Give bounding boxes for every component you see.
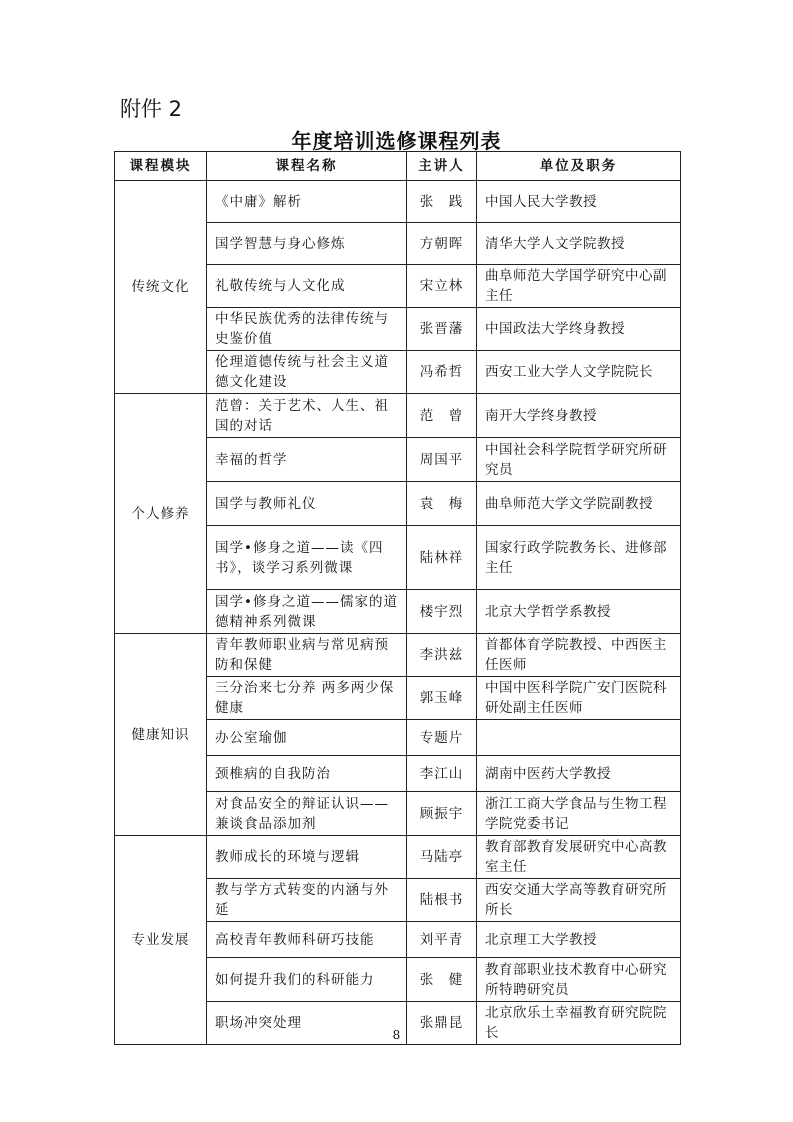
- header-unit: 单位及职务: [477, 152, 681, 181]
- course-name: 对食品安全的辩证认识——兼谈食品添加剂: [207, 792, 407, 836]
- module-cell: 个人修养: [115, 394, 207, 634]
- module-cell: 传统文化: [115, 181, 207, 394]
- unit-title: [477, 720, 681, 756]
- course-name: 《中庸》解析: [207, 181, 407, 223]
- unit-title: 西安工业大学人文学院院长: [477, 351, 681, 394]
- course-name: 伦理道德传统与社会主义道德文化建设: [207, 351, 407, 394]
- lecturer: 袁 梅: [407, 482, 477, 526]
- unit-title: 国家行政学院教务长、进修部主任: [477, 526, 681, 590]
- lecturer: 顾振宇: [407, 792, 477, 836]
- lecturer: 专题片: [407, 720, 477, 756]
- page-number: 8: [392, 1028, 401, 1042]
- table-row: [115, 836, 681, 879]
- header-module: 课程模块: [115, 152, 207, 181]
- unit-title: 曲阜师范大学文学院副教授: [477, 482, 681, 526]
- lecturer: 李洪兹: [407, 634, 477, 677]
- unit-title: 清华大学人文学院教授: [477, 223, 681, 265]
- course-name: 国学•修身之道——儒家的道德精神系列微课: [207, 590, 407, 634]
- course-name: 范曾：关于艺术、人生、祖国的对话: [207, 394, 407, 438]
- course-name: 中华民族优秀的法律传统与史鉴价值: [207, 308, 407, 351]
- lecturer: 张鼎昆: [407, 1002, 477, 1045]
- course-name: 国学•修身之道——读《四书》，谈学习系列微课: [207, 526, 407, 590]
- unit-title: 中国政法大学终身教授: [477, 308, 681, 351]
- course-name: 幸福的哲学: [207, 438, 407, 482]
- unit-title: 中国人民大学教授: [477, 181, 681, 223]
- course-name: 教师成长的环境与逻辑: [207, 836, 407, 879]
- attachment-label: 附件 2: [120, 97, 183, 121]
- lecturer: 陆根书: [407, 879, 477, 922]
- lecturer: 郭玉峰: [407, 677, 477, 720]
- course-table: [114, 151, 681, 1045]
- module-cell: 健康知识: [115, 634, 207, 836]
- lecturer: 冯希哲: [407, 351, 477, 394]
- lecturer: 刘平青: [407, 922, 477, 958]
- unit-title: 西安交通大学高等教育研究所所长: [477, 879, 681, 922]
- lecturer: 马陆亭: [407, 836, 477, 879]
- course-name: 三分治来七分养 两多两少保健康: [207, 677, 407, 720]
- course-name: 如何提升我们的科研能力: [207, 958, 407, 1002]
- course-name: 办公室瑜伽: [207, 720, 407, 756]
- course-name: 职场冲突处理: [207, 1002, 407, 1045]
- course-name: 教与学方式转变的内涵与外延: [207, 879, 407, 922]
- lecturer: 张 健: [407, 958, 477, 1002]
- unit-title: 教育部职业技术教育中心研究所特聘研究员: [477, 958, 681, 1002]
- unit-title: 浙江工商大学食品与生物工程学院党委书记: [477, 792, 681, 836]
- unit-title: 中国社会科学院哲学研究所研究员: [477, 438, 681, 482]
- table-row: [115, 634, 681, 677]
- unit-title: 教育部教育发展研究中心高教室主任: [477, 836, 681, 879]
- unit-title: 北京理工大学教授: [477, 922, 681, 958]
- unit-title: 曲阜师范大学国学研究中心副主任: [477, 265, 681, 308]
- unit-title: 首都体育学院教授、中西医主任医师: [477, 634, 681, 677]
- course-name: 国学与教师礼仪: [207, 482, 407, 526]
- lecturer: 方朝晖: [407, 223, 477, 265]
- lecturer: 周国平: [407, 438, 477, 482]
- course-name: 国学智慧与身心修炼: [207, 223, 407, 265]
- document-title: 年度培训选修课程列表: [291, 129, 502, 153]
- unit-title: 北京欣乐土幸福教育研究院院长: [477, 1002, 681, 1045]
- lecturer: 张 践: [407, 181, 477, 223]
- lecturer: 陆林祥: [407, 526, 477, 590]
- table-row: [115, 181, 681, 223]
- unit-title: 南开大学终身教授: [477, 394, 681, 438]
- lecturer: 范 曾: [407, 394, 477, 438]
- module-cell: 专业发展: [115, 836, 207, 1045]
- table-header-row: [115, 152, 681, 181]
- header-lecturer: 主讲人: [407, 152, 477, 181]
- lecturer: 楼宇烈: [407, 590, 477, 634]
- unit-title: 中国中医科学院广安门医院科研处副主任医师: [477, 677, 681, 720]
- lecturer: 宋立林: [407, 265, 477, 308]
- course-name: 高校青年教师科研巧技能: [207, 922, 407, 958]
- lecturer: 张晋藩: [407, 308, 477, 351]
- lecturer: 李江山: [407, 756, 477, 792]
- course-name: 礼敬传统与人文化成: [207, 265, 407, 308]
- unit-title: 湖南中医药大学教授: [477, 756, 681, 792]
- unit-title: 北京大学哲学系教授: [477, 590, 681, 634]
- header-course-name: 课程名称: [207, 152, 407, 181]
- table-row: [115, 394, 681, 438]
- course-name: 颈椎病的自我防治: [207, 756, 407, 792]
- course-name: 青年教师职业病与常见病预防和保健: [207, 634, 407, 677]
